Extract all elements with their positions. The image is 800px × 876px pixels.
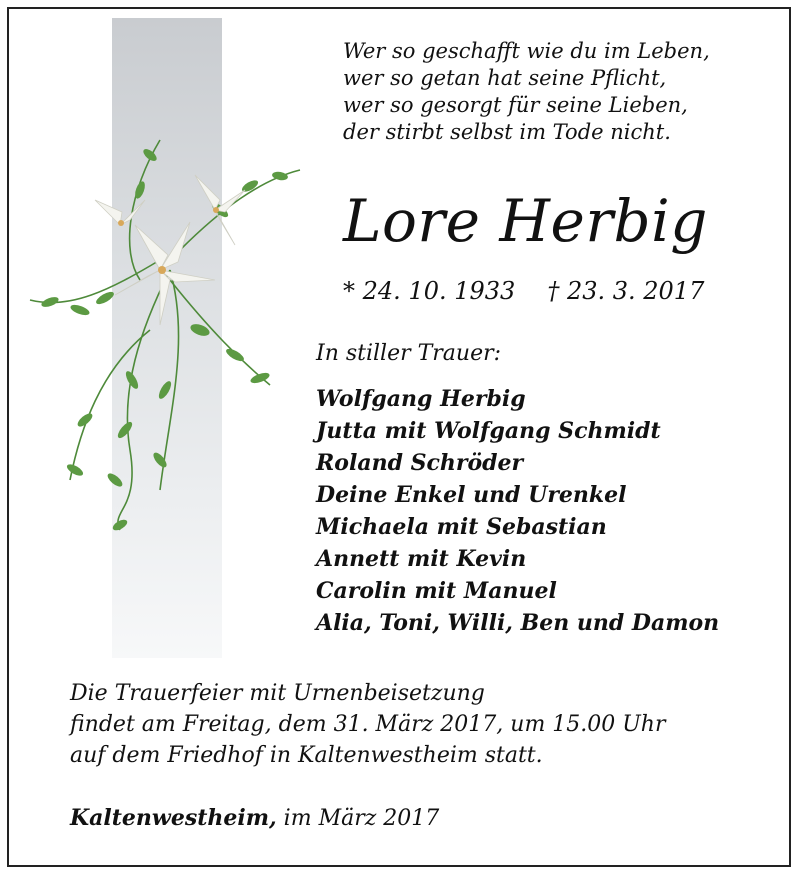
mourning-label: In stiller Trauer: [316, 341, 502, 366]
poem-line: Wer so geschafft wie du im Leben, [343, 39, 710, 63]
lily-bouquet-illustration [20, 130, 320, 550]
life-dates [343, 276, 736, 306]
birth-date: * 24. 10. 1933 [343, 277, 516, 305]
mourners-list [316, 383, 719, 639]
ceremony-info [70, 678, 666, 771]
poem-line: wer so getan hat seine Pflicht, [343, 66, 667, 90]
mourner-name: Alia, Toni, Willi, Ben und Damon [316, 610, 720, 636]
poem-line: wer so gesorgt für seine Lieben, [343, 93, 688, 117]
mourner-name: Roland Schröder [316, 450, 524, 476]
signoff-place: Kaltenwestheim, [70, 805, 277, 831]
mourner-name: Wolfgang Herbig [316, 386, 526, 412]
signoff [70, 803, 439, 834]
memorial-poem [343, 38, 710, 146]
mourner-name: Carolin mit Manuel [316, 578, 557, 604]
ceremony-line: auf dem Friedhof in Kaltenwestheim statt. [70, 743, 543, 768]
poem-line: der stirbt selbst im Tode nicht. [343, 120, 671, 144]
mourner-name: Annett mit Kevin [316, 546, 527, 572]
ceremony-line: findet am Freitag, dem 31. März 2017, um 15.00 Uhr [70, 712, 666, 737]
deceased-name: Lore Herbig [343, 187, 708, 255]
ceremony-line: Die Trauerfeier mit Urnenbeisetzung [70, 681, 485, 706]
mourner-name: Jutta mit Wolfgang Schmidt [316, 418, 661, 444]
death-date: † 23. 3. 2017 [547, 277, 705, 305]
signoff-date: im März 2017 [283, 806, 440, 831]
mourner-name: Deine Enkel und Urenkel [316, 482, 627, 508]
mourner-name: Michaela mit Sebastian [316, 514, 607, 540]
